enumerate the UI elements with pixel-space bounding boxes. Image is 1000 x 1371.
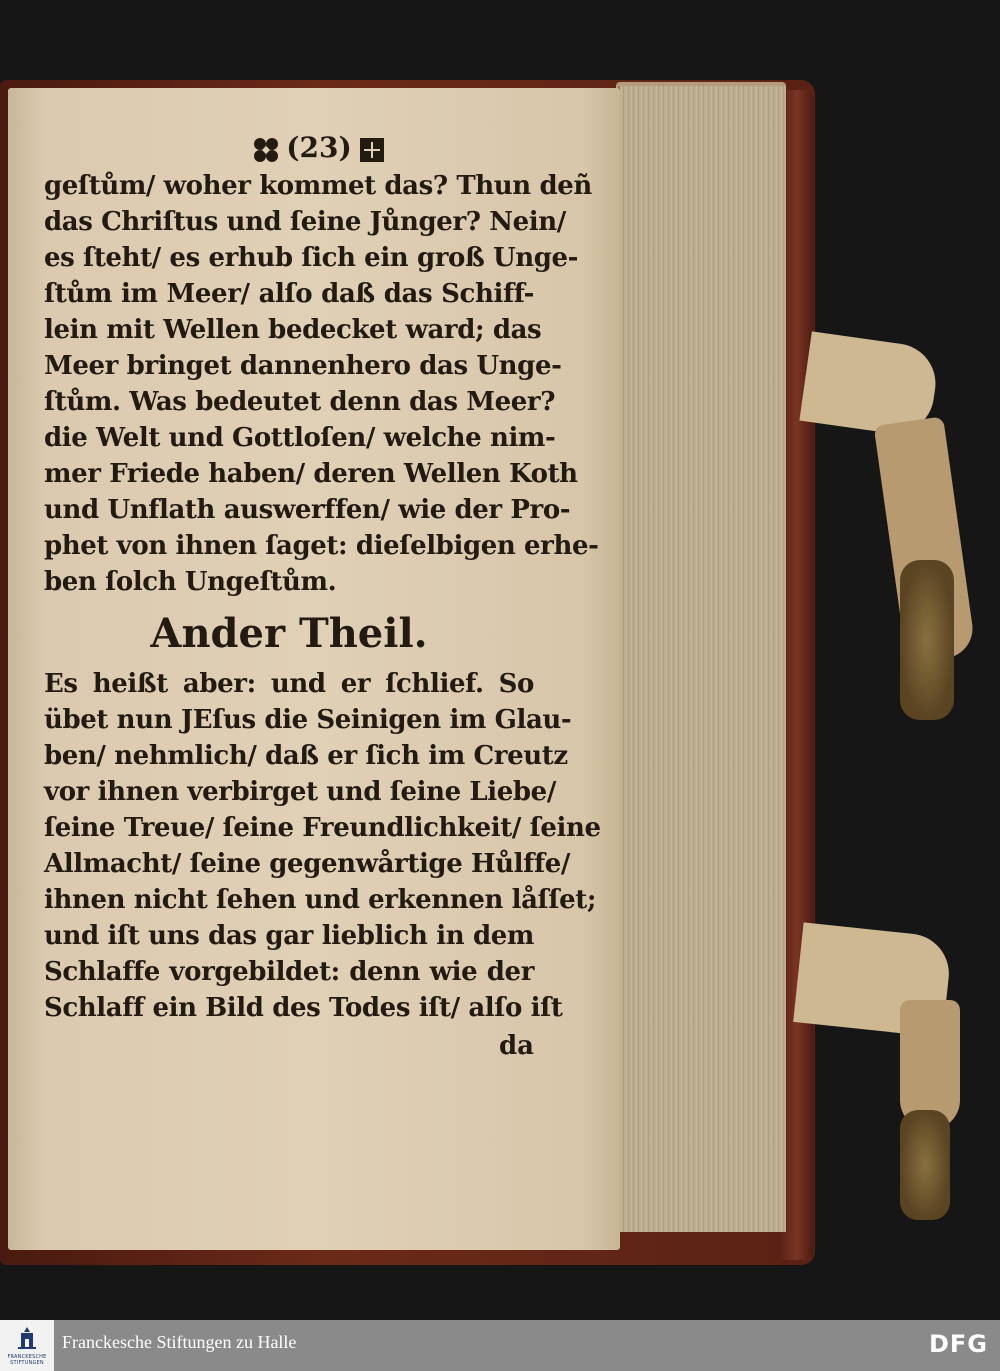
ornament-icon bbox=[358, 136, 386, 164]
text-line: mer Friede haben/ deren Wellen Koth bbox=[44, 459, 578, 489]
text-line: ihnen nicht ſehen und erkennen låſſet; bbox=[44, 885, 597, 915]
catchword: da bbox=[498, 1031, 534, 1061]
text-line: ben ſolch Ungeſtům. bbox=[44, 567, 337, 597]
text-line: ſeine Treue/ ſeine Freundlichkeit/ ſeine bbox=[44, 813, 601, 843]
section-heading: Ander Theil. bbox=[150, 610, 428, 657]
text-line: geſtům/ woher kommet das? Thun deñ bbox=[44, 171, 592, 201]
text-line: ſtům. Was bedeutet denn das Meer? bbox=[44, 387, 556, 417]
institution-name: Franckesche Stiftungen zu Halle bbox=[62, 1332, 297, 1352]
text-line: und iſt uns das gar lieblich in dem bbox=[44, 921, 534, 951]
text-line: es ſteht/ es erhub ſich ein groß Unge- bbox=[44, 243, 579, 273]
page-number: (23) bbox=[286, 131, 352, 164]
logo-text: FRANCKESCHE STIFTUNGEN bbox=[7, 1354, 47, 1366]
text-line: das Chriſtus und ſeine Jůnger? Nein/ bbox=[44, 207, 566, 237]
dfg-logo: DFG bbox=[928, 1330, 988, 1358]
orphanage-logo-icon bbox=[17, 1326, 37, 1350]
page-text bbox=[44, 128, 601, 1064]
text-line: ſtům im Meer/ alſo daß das Schiff- bbox=[44, 279, 534, 309]
text-line: und Unflath auswerffen/ wie der Pro- bbox=[44, 495, 571, 525]
ornament-icon bbox=[252, 136, 280, 164]
text-line: die Welt und Gottloſen/ welche nim- bbox=[44, 423, 556, 453]
text-line: übet nun JEſus die Seinigen im Glau- bbox=[44, 705, 572, 735]
page-number-line bbox=[104, 128, 534, 168]
page-edges bbox=[618, 86, 786, 1232]
text-line: Es heißt aber: und er ſchlief. So bbox=[44, 669, 534, 699]
text-line: ben/ nehmlich/ daß er ſich im Creutz bbox=[44, 741, 568, 771]
footer-bar bbox=[0, 1320, 1000, 1371]
text-line: Meer bringet dannenhero das Unge- bbox=[44, 351, 562, 381]
text-line: Allmacht/ ſeine gegenwårtige Hůlffe/ bbox=[44, 849, 570, 879]
text-line: Schlaff ein Bild des Todes iſt/ alſo iſt bbox=[44, 993, 563, 1023]
text-line: phet von ihnen ſaget: dieſelbigen erhe- bbox=[44, 531, 599, 561]
clasp-upper bbox=[900, 560, 954, 720]
text-line: Schlaffe vorgebildet: denn wie der bbox=[44, 957, 534, 987]
text-line: lein mit Wellen bedecket ward; das bbox=[44, 315, 542, 345]
text-line: vor ihnen verbirget und ſeine Liebe/ bbox=[44, 777, 556, 807]
clasp-lower bbox=[900, 1110, 950, 1220]
institution-logo bbox=[0, 1320, 54, 1371]
